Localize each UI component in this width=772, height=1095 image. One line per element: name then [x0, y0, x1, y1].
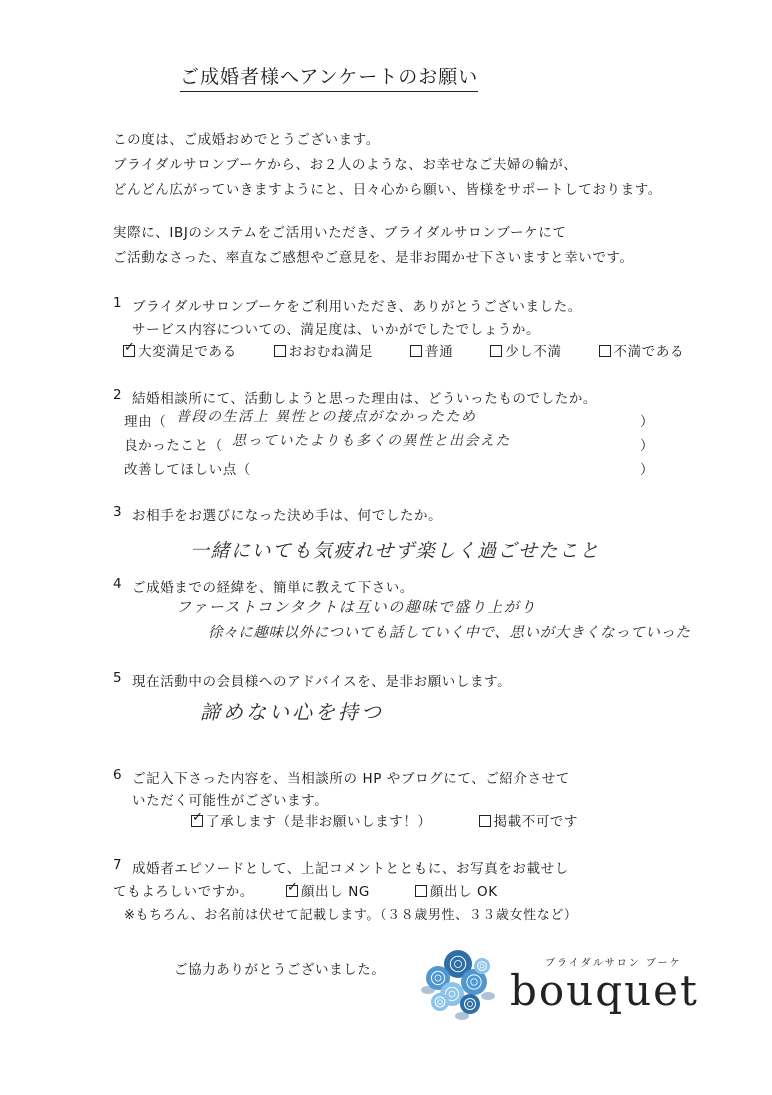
q2-good-answer[interactable]: 思っていたよりも多くの異性と出会えた [232, 433, 511, 449]
q6-option-agree[interactable] [191, 810, 432, 830]
page-title: ご成婚者様へアンケートのお願い [180, 62, 478, 92]
q7-text-2: てもよろしいですか。 [113, 884, 254, 900]
closing-text: ご協力ありがとうございました。 [174, 962, 386, 978]
q1-option-label: 大変満足である [138, 344, 237, 360]
q2-good-close: ） [640, 438, 654, 454]
q3-answer[interactable]: 一緒にいても気疲れせず楽しく過ごせたこと [190, 540, 601, 562]
q4-text: ご成婚までの経緯を、簡単に教えて下さい。 [132, 580, 414, 596]
q6-text-1: ご記入下さった内容を、当相談所の HP やブログにて、ご紹介させて [132, 771, 570, 787]
q7-options [286, 880, 498, 900]
q7-option-label: 顔出し OK [429, 884, 498, 900]
checkbox-icon[interactable] [274, 345, 286, 357]
q7-option-label: 顔出し NG [301, 884, 370, 900]
q7-option-face-ng[interactable] [286, 880, 370, 900]
q4-number: 4 [113, 576, 123, 592]
q1-option-normal[interactable] [410, 340, 453, 360]
q2-good-label: 良かったこと（ [124, 438, 223, 454]
q1-text-1: ブライダルサロンブーケをご利用いただき、ありがとうございました。 [132, 299, 582, 315]
q2-reason-close: ） [640, 414, 654, 430]
q5-answer[interactable]: 諦めない心を持つ [200, 700, 384, 724]
checkbox-icon[interactable] [490, 345, 502, 357]
rose-bouquet-icon [418, 944, 498, 1024]
q7-number: 7 [113, 857, 123, 873]
leaf-shape [481, 992, 495, 1000]
q1-option-label: 不満である [613, 344, 685, 360]
q2-text: 結婚相談所にて、活動しようと思った理由は、どういったものでしたか。 [132, 391, 598, 407]
q1-number: 1 [113, 295, 123, 311]
q7-note: ※もちろん、お名前は伏せて記載します。（３８歳男性、３３歳女性など） [124, 908, 578, 923]
q2-number: 2 [113, 387, 123, 403]
rose-bouquet-graphic [418, 944, 498, 1024]
q4-answer-1[interactable]: ファーストコンタクトは互いの趣味で盛り上がり [176, 598, 537, 616]
q6-option-label: 了承します（是非お願いします！） [206, 814, 432, 830]
q7-text-1: 成婚者エピソードとして、上記コメントとともに、お写真をお載せし [132, 861, 569, 877]
q3-number: 3 [113, 504, 123, 520]
intro-line-1: この度は、ご成婚おめでとうございます。 [113, 132, 380, 148]
q6-options [191, 810, 578, 830]
q1-option-label: おおむね満足 [288, 344, 374, 360]
q1-option-label: 少し不満 [505, 344, 562, 360]
rose-shape [474, 958, 490, 974]
q1-options [123, 340, 684, 360]
q5-number: 5 [113, 670, 123, 686]
q1-option-dissatisfied[interactable] [599, 340, 685, 360]
q6-option-refuse[interactable] [479, 810, 579, 830]
q6-text-2: いただく可能性がございます。 [132, 793, 329, 809]
logo-wordmark: bouquet [510, 966, 699, 1015]
checkbox-checked-icon[interactable] [191, 815, 203, 827]
q1-option-label: 普通 [425, 344, 454, 360]
q2-reason-answer[interactable]: 普段の生活上 異性との接点がなかったため [176, 409, 477, 425]
checkbox-checked-icon[interactable] [123, 345, 135, 357]
checkbox-checked-icon[interactable] [286, 885, 298, 897]
intro-line-4: 実際に、IBJのシステムをご活用いただき、ブライダルサロンブーケにて [113, 225, 567, 241]
rose-shape [431, 993, 449, 1011]
rose-shape [460, 994, 480, 1014]
q1-option-mostly-satisfied[interactable] [274, 340, 374, 360]
q2-reason-label: 理由（ [124, 414, 167, 430]
q2-improve-close: ） [640, 462, 654, 478]
q6-option-label: 掲載不可です [493, 814, 579, 830]
q5-text: 現在活動中の会員様へのアドバイスを、是非お願いします。 [132, 674, 512, 690]
q6-number: 6 [113, 767, 123, 783]
intro-line-2: ブライダルサロンブーケから、お２人のような、お幸せなご夫婦の輪が、 [113, 157, 578, 173]
checkbox-icon[interactable] [599, 345, 611, 357]
logo-subtitle: ブライダルサロン ブーケ [545, 958, 682, 969]
intro-line-5: ご活動なさった、率直なご感想やご意見を、是非お聞かせ下さいますと幸いです。 [113, 250, 634, 266]
q1-option-very-satisfied[interactable] [123, 340, 237, 360]
q1-text-2: サービス内容についての、満足度は、いかがでしたでしょうか。 [132, 322, 541, 338]
checkbox-icon[interactable] [410, 345, 422, 357]
q3-text: お相手をお選びになった決め手は、何でしたか。 [132, 508, 443, 524]
checkbox-icon[interactable] [415, 885, 427, 897]
q1-option-slightly-dissatisfied[interactable] [490, 340, 561, 360]
intro-line-3: どんどん広がっていきますようにと、日々心から願い、皆様をサポートしております。 [113, 182, 662, 198]
q2-improve-label: 改善してほしい点（ [124, 462, 251, 478]
checkbox-icon[interactable] [479, 815, 491, 827]
q4-answer-2[interactable]: 徐々に趣味以外についても話していく中で、思いが大きくなっていった [208, 625, 691, 641]
q7-option-face-ok[interactable] [415, 880, 498, 900]
